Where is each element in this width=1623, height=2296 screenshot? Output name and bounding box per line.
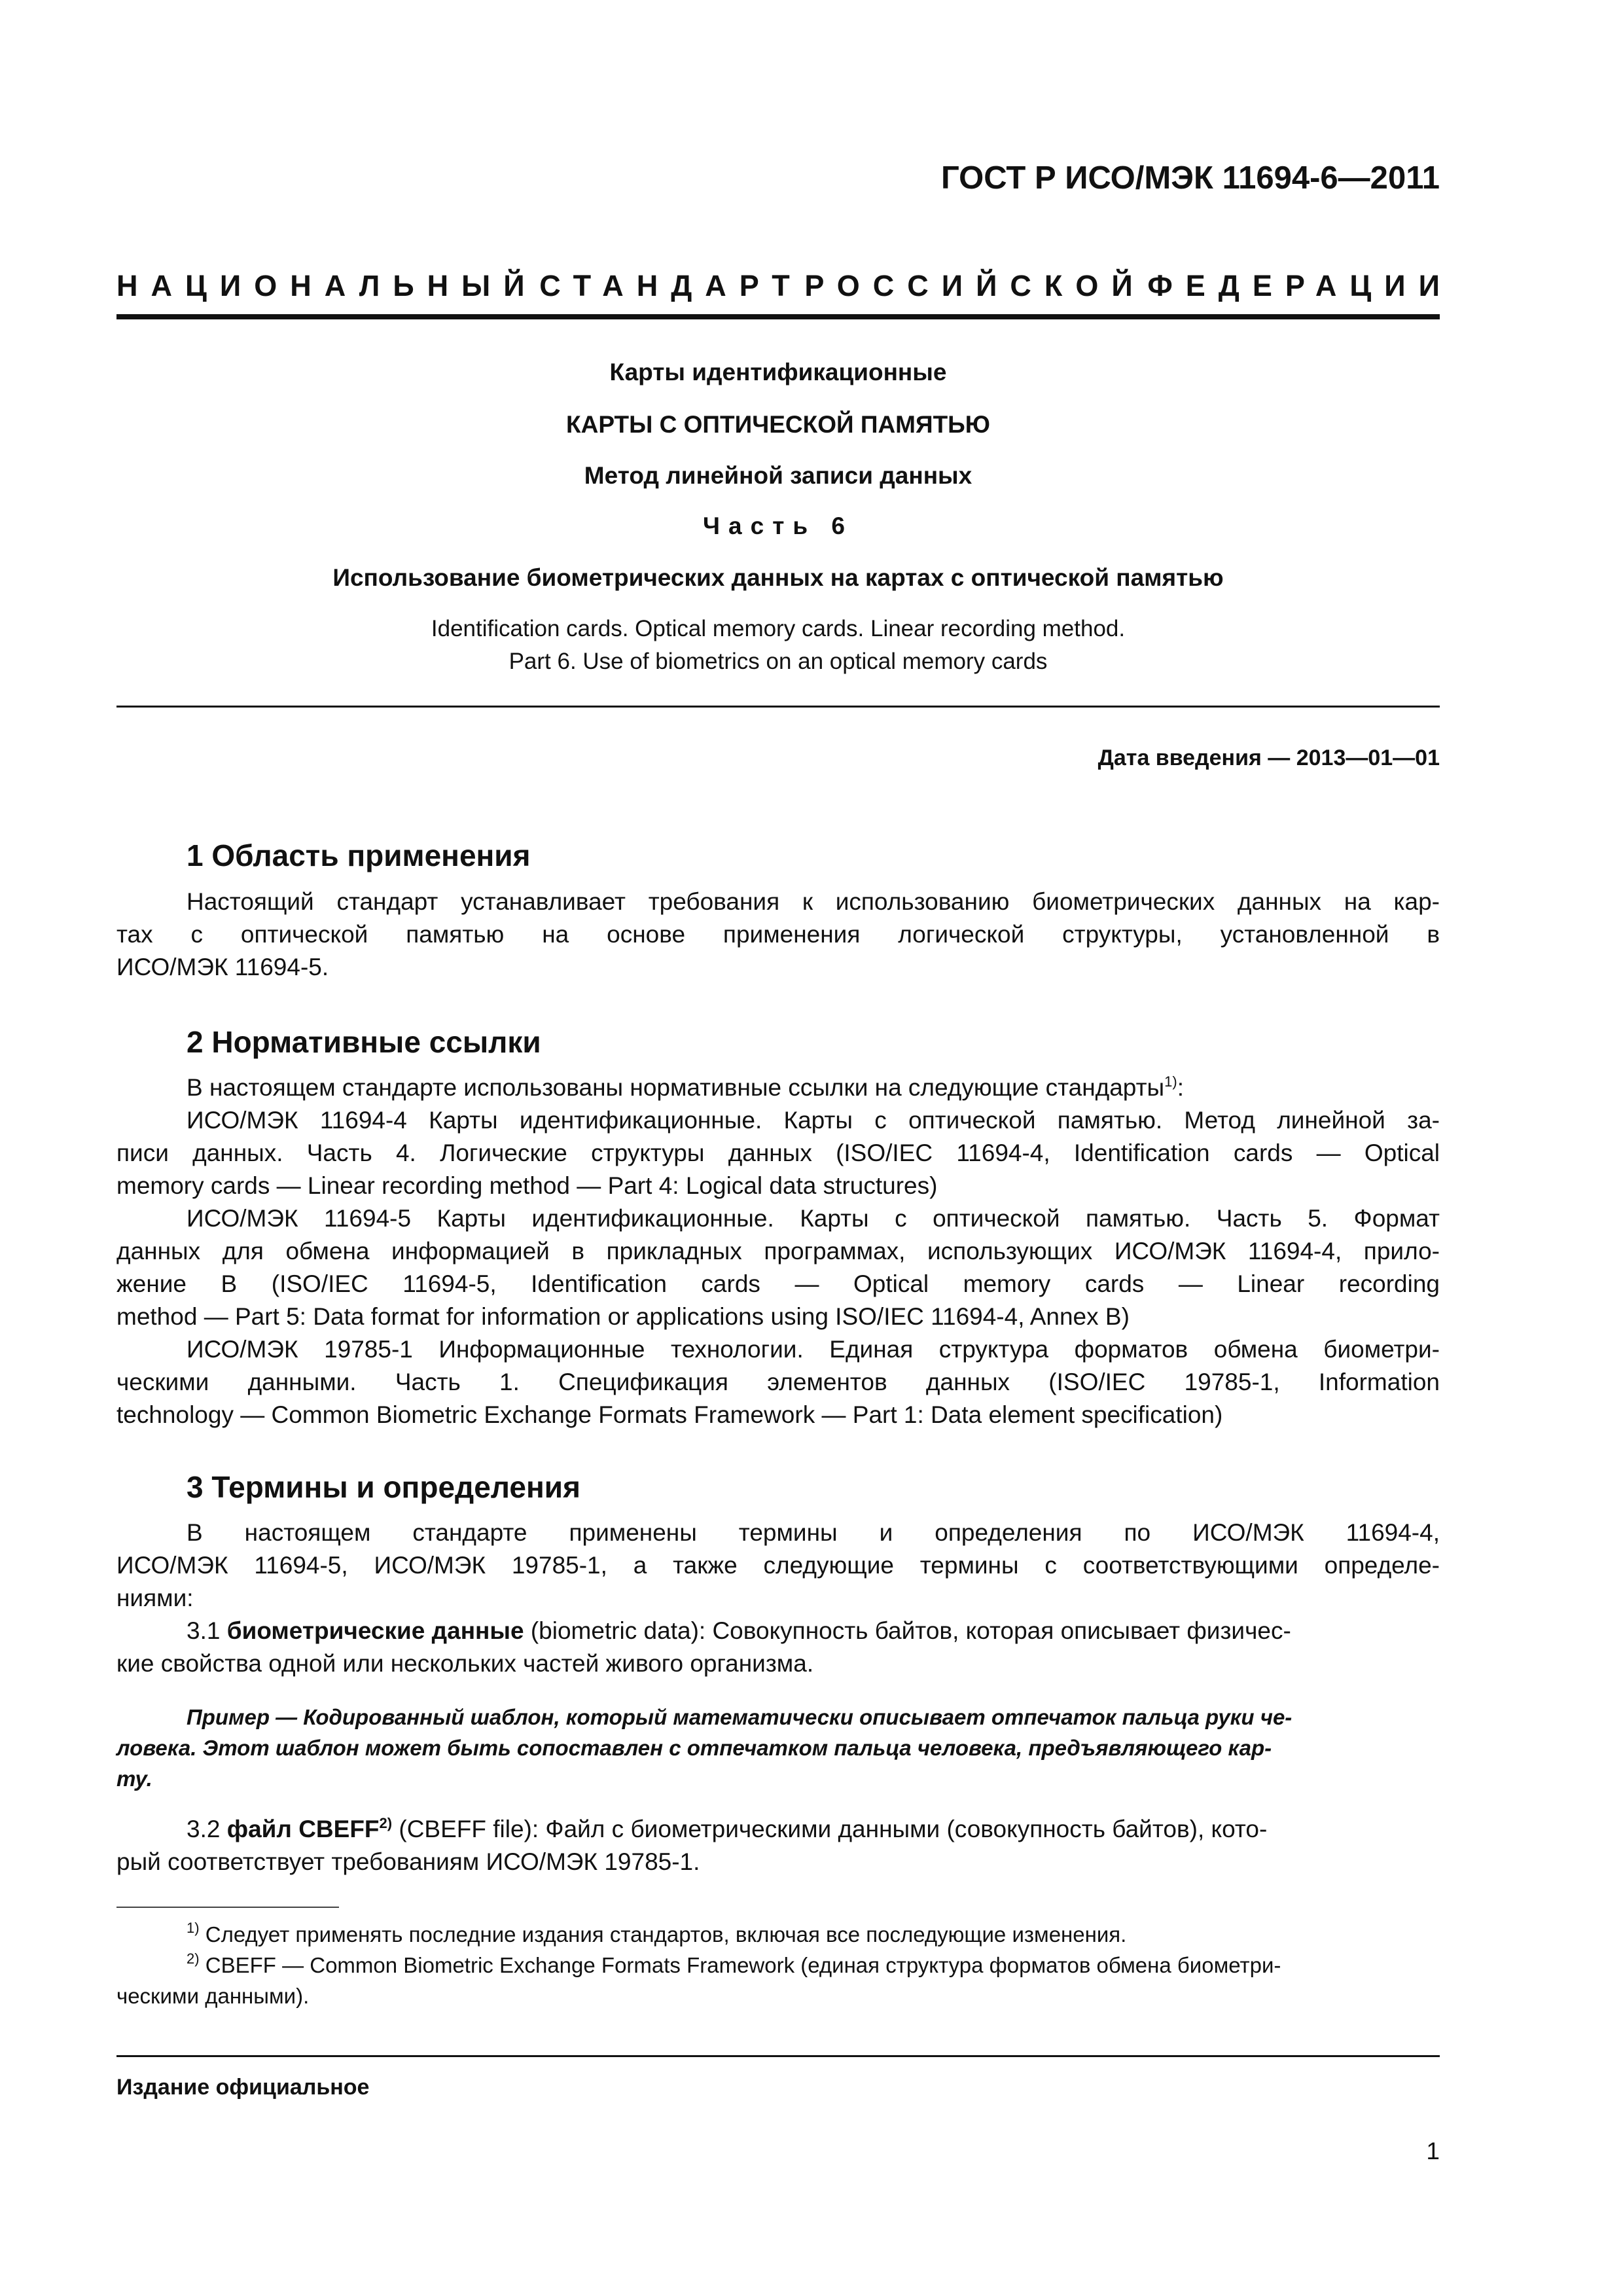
intro-end: : — [1177, 1074, 1184, 1101]
reference-line: method — Part 5: Data format for information or applications using ISO/IEC 11694-4, Annex B) — [116, 1303, 1130, 1330]
reference-line: technology — Common Biometric Exchange Formats Framework — Part 1: Data element specification) — [116, 1401, 1223, 1428]
paragraph-line: ниями: — [116, 1585, 194, 1611]
national-standard-banner — [116, 269, 1453, 303]
example-line: Пример — Кодированный шаблон, который математически описывает отпечаток пальца руки че- — [187, 1705, 1293, 1729]
example-line: ловека. Этот шаблон может быть сопоставлен с отпечатком пальца человека, предъявляющего кар- — [116, 1736, 1272, 1760]
footnote-text: CBEFF — Common Biometric Exchange Formats Framework (единая структура форматов обмена биометри- — [199, 1953, 1281, 1977]
reference-line: данных для обмена информацией в прикладных программах, использующих ИСО/МЭК 11694-4, прило- — [116, 1238, 1440, 1265]
term-name: файл CBEFF — [226, 1816, 380, 1842]
title-subtitle: Использование биометрических данных на картах с оптической памятью — [332, 564, 1224, 591]
banner-word: НАЦИОНАЛЬНЫЙ — [116, 269, 538, 302]
paragraph-line: Настоящий стандарт устанавливает требования к использованию биометрических данных на кар- — [187, 888, 1440, 915]
example-line: ту. — [116, 1767, 152, 1791]
footer-rule — [116, 2055, 1440, 2057]
reference-line: жение В (ISO/IEC 11694-5, Identification cards — Optical memory cards — Linear recording — [116, 1270, 1440, 1297]
title-line-1: Карты идентификационные — [609, 359, 947, 386]
footnote-ref: 1) — [1164, 1073, 1177, 1090]
reference-line: писи данных. Часть 4. Логические структуры данных (ISO/IEC 11694-4, Identification cards — Optical — [116, 1139, 1440, 1166]
paragraph-line: ИСО/МЭК 11694-5, ИСО/МЭК 19785-1, а также следующие термины с соответствующими определе- — [116, 1552, 1440, 1579]
footnote-ref: 2) — [379, 1815, 393, 1831]
english-title-2: Part 6. Use of biometrics on an optical memory cards — [508, 649, 1048, 674]
footnote-mark: 1) — [187, 1920, 200, 1936]
banner-word: СТАНДАРТ — [539, 269, 803, 302]
term-3-1 — [187, 1615, 1440, 1647]
effective-date: Дата введения — 2013—01—01 — [1097, 745, 1440, 770]
paragraph-line: ИСО/МЭК 11694-5. — [116, 954, 329, 980]
term-definition: (CBEFF file): Файл с биометрическими данными (совокупность байтов), кото- — [392, 1816, 1268, 1842]
term-3-2 — [187, 1813, 1440, 1846]
footnote-separator — [116, 1907, 339, 1908]
reference-line: ИСО/МЭК 11694-5 Карты идентификационные. Карты с оптической памятью. Часть 5. Формат — [187, 1205, 1440, 1232]
intro-text: В настоящем стандарте использованы нормативные ссылки на следующие стандарты — [187, 1074, 1165, 1101]
paragraph-line — [187, 1071, 1440, 1104]
term-number: 3.1 — [187, 1617, 227, 1644]
header-rule — [116, 314, 1440, 319]
reference-line: memory cards — Linear recording method — Part 4: Logical data structures) — [116, 1172, 938, 1199]
banner-word: РОССИЙСКОЙ — [804, 269, 1146, 302]
term-definition: (biometric data): Совокупность байтов, которая описывает физичес- — [524, 1617, 1291, 1644]
official-edition-label: Издание официальное — [116, 2075, 370, 2100]
paragraph-line: В настоящем стандарте применены термины и определения по ИСО/МЭК 11694-4, — [187, 1519, 1440, 1546]
footnote-mark: 2) — [187, 1950, 200, 1967]
reference-line: ческими данными. Часть 1. Спецификация элементов данных (ISO/IEC 19785-1, Information — [116, 1369, 1440, 1395]
title-line-3: Метод линейной записи данных — [584, 462, 972, 489]
title-rule — [116, 706, 1440, 708]
term-name: биометрические данные — [226, 1617, 524, 1644]
paragraph-line: рый соответствует требованиям ИСО/МЭК 19785-1. — [116, 1848, 700, 1875]
section-2-heading: 2 Нормативные ссылки — [187, 1025, 541, 1059]
title-line-2: КАРТЫ С ОПТИЧЕСКОЙ ПАМЯТЬЮ — [566, 411, 990, 438]
section-3-heading: 3 Термины и определения — [187, 1470, 580, 1504]
footnote-line: ческими данными). — [116, 1984, 310, 2008]
term-number: 3.2 — [187, 1816, 227, 1842]
banner-word: ФЕДЕРАЦИИ — [1147, 269, 1453, 302]
footnote-1 — [116, 1920, 1440, 1950]
reference-line: ИСО/МЭК 11694-4 Карты идентификационные. Карты с оптической памятью. Метод линейной за- — [187, 1107, 1440, 1134]
title-part: Часть 6 — [703, 512, 853, 539]
page-number: 1 — [1426, 2138, 1440, 2164]
paragraph-line: кие свойства одной или нескольких частей живого организма. — [116, 1650, 814, 1677]
footnote-text: Следует применять последние издания стандартов, включая все последующие изменения. — [199, 1922, 1127, 1946]
section-1-heading: 1 Область применения — [187, 838, 531, 872]
footnote-2 — [116, 1950, 1440, 1981]
english-title-1: Identification cards. Optical memory cards. Linear recording method. — [431, 616, 1126, 641]
reference-line: ИСО/МЭК 19785-1 Информационные технологии. Единая структура форматов обмена биометри- — [187, 1336, 1440, 1363]
document-code: ГОСТ Р ИСО/МЭК 11694-6—2011 — [941, 160, 1440, 196]
paragraph-line: тах с оптической памятью на основе применения логической структуры, установленной в — [116, 921, 1440, 948]
